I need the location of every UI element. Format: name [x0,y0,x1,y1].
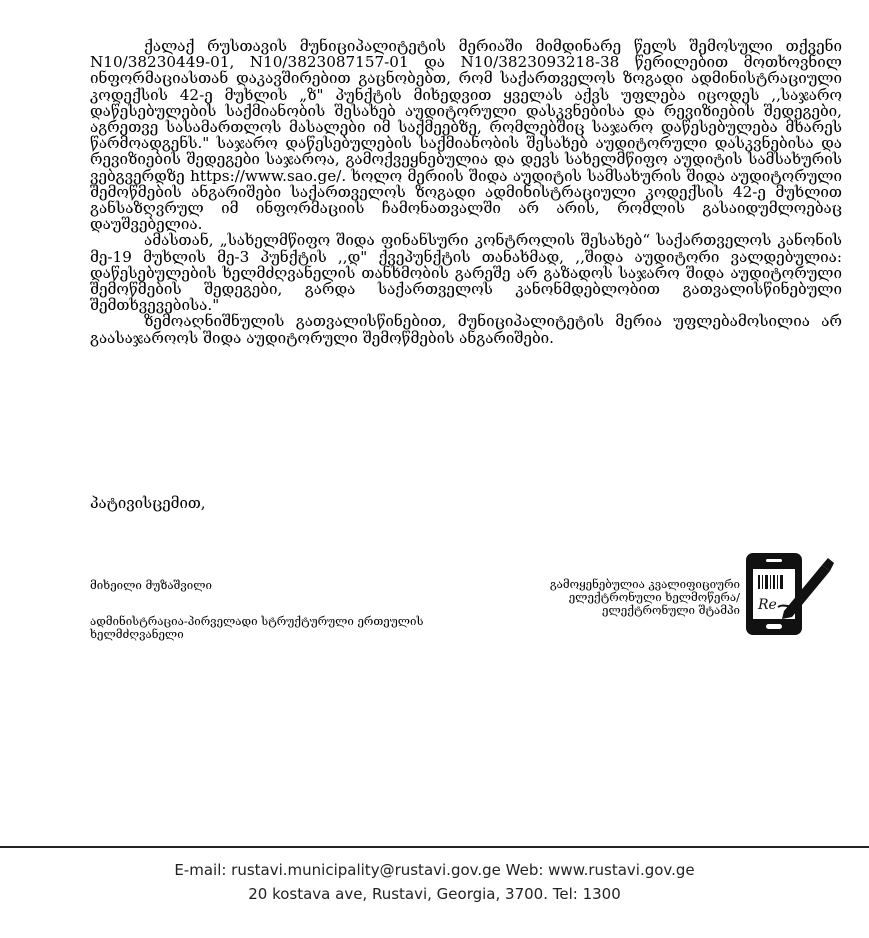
esignature-note: გამოყენებულია კვალიფიციური ელექტრონული ხელმოწერა/ ელექტრონული შტამპი [549,577,740,617]
letter-paragraph-1: ქალაქ რუსთავის მუნიციპალიტეტის მერიაში მიმდინარე წელს შემოსული თქვენი N10/38230449-01, N10/3823087157-01 და N10/3823093218-38 წერილებით მოთხოვნილ ინფორმაციასთან დაკავშირებით გაცნობებთ, რომ საქართველოს ზოგადი ადმინისტრაციული კოდექსის 42-ე მუხლის „ზ" პუნქტის მიხედვით ყველას აქვს უფლება იცოდეს ,,საჯარო დაწესებულების საქმიანობის შესახებ აუდიტორული დასკვნებისა და რევიზიების შედეგები, აგრეთვე სასამართლოს მასალები იმ საქმეებზე, რომლებშიც საჯარო დაწესებულება მხარეს წარმოადგენს." საჯარო დაწესებულების საქმიანობის შესახებ აუდიტორული დასკვნებისა და რევიზიების შედეგები საჯაროა, გამოქვეყნებულია და დევს სახელმწიფო აუდიტის სამსახურის ვებგვერდზე https://www.sao.ge/. ხოლო მერიის შიდა აუდიტის სამსახურის შიდა აუდიტორული შემოწმების ანგარიშები საქართველოს ზოგადი ადმინისტრაციული კოდექსის 42-ე მუხლით განსაზღვრულ იმ ინფორმაციის ჩამონათვალში არ არის, რომლის გასაიდუმლოებაც დაუშვებელია. [90,37,842,234]
letter-paragraph-2: ამასთან, „სახელმწიფო შიდა ფინანსური კონტროლის შესახებ“ საქართველოს კანონის მე-19 მუხლის მე-3 პუნქტის ,,დ" ქვეპუნქტის თანახმად, ,,შიდა აუდიტორი ვალდებულია: დაწესებულების ხელმძღვანელის თანხმობის გარეშე არ გაზადოს საჯარო შიდა აუდიტორული შემოწმების შედეგები, გარდა საქართველოს კანონმდებლობით გათვალისწინებული შემთხვევებისა." [90,231,842,315]
svg-text:Re: Re [758,597,777,613]
letter-paragraph-3: ზემოაღნიშნულის გათვალისწინებით, მუნიციპალიტეტის მერია უფლებამოსილია არ გაასაჯაროოს შიდა აუდიტორული შემოწმების ანგარიშები. [90,312,842,347]
letter-body [90,38,842,346]
phone-signature-icon [744,549,834,639]
footer-address-line: 20 kostava ave, Rustavi, Georgia, 3700. Tel: 1300 [248,885,621,903]
signatory-name: მიხეილი მუზაშვილი [90,578,212,592]
footer-divider [0,846,869,848]
closing-salutation: პატივისცემით, [90,494,206,512]
footer [0,858,869,906]
signatory-title: ადმინისტრაცია-პირველადი სტრუქტურული ერთეულის ხელმძღვანელი [90,614,424,641]
footer-contact-line: E-mail: rustavi.municipality@rustavi.gov.ge Web: www.rustavi.gov.ge [174,861,695,879]
